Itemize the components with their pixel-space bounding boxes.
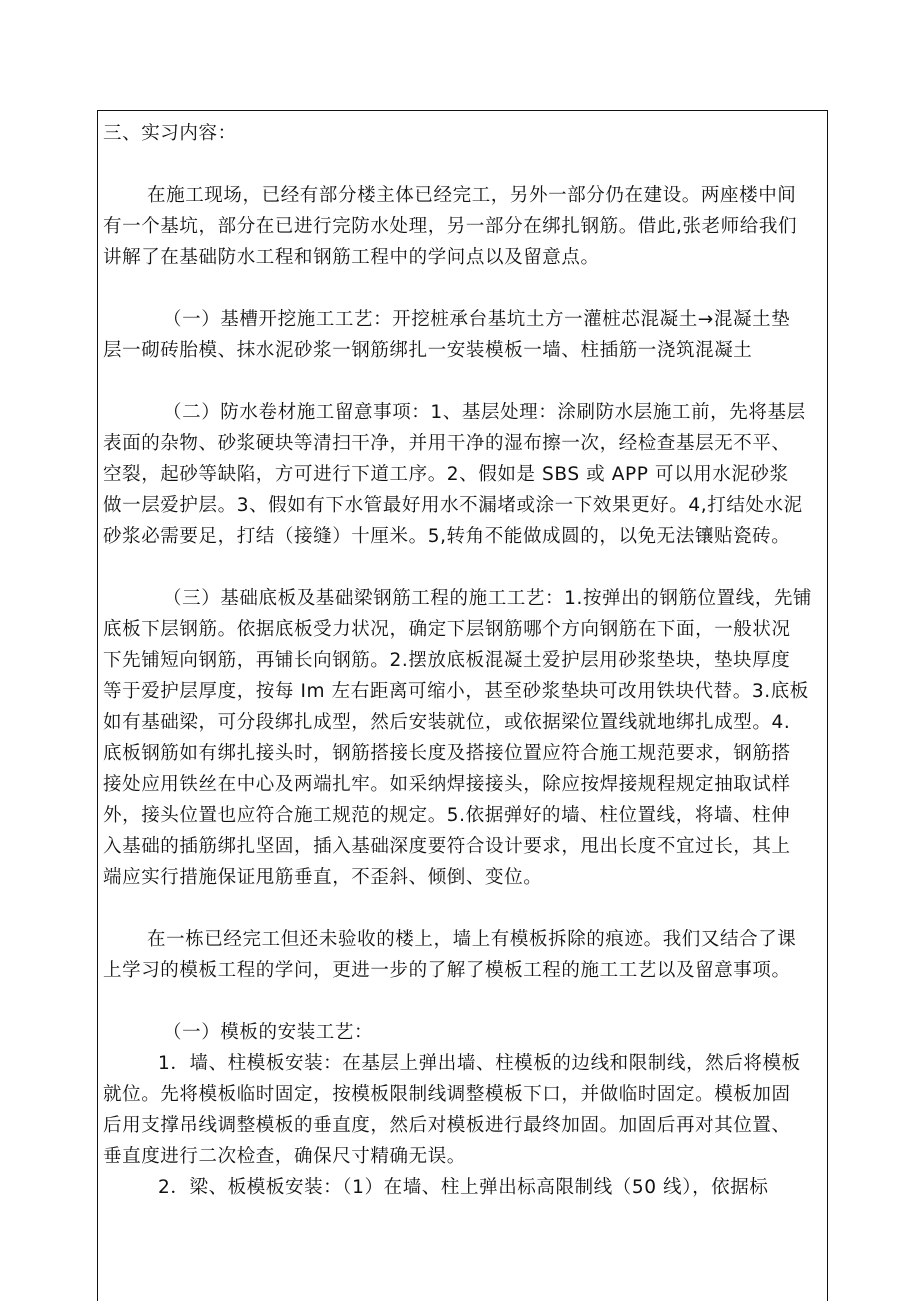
text-line: 1．墙、柱模板安装：在基层上弹出墙、柱模板的边线和限制线，然后将模板 bbox=[158, 1053, 801, 1074]
text-line: 砂浆必需要足，打结（接缝）十厘米。5,转角不能做成圆的，以免无法镶贴瓷砖。 bbox=[103, 526, 791, 547]
text-line: 外，接头位置也应符合施工规范的规定。5.依据弹好的墙、柱位置线，将墙、柱伸 bbox=[103, 805, 791, 826]
section-title: 三、实习内容： bbox=[103, 123, 237, 144]
text-line: 讲解了在基础防水工程和钢筋工程中的学问点以及留意点。 bbox=[103, 247, 600, 268]
text-line: 如有基础梁，可分段绑扎成型，然后安装就位，或依据梁位置线就地绑扎成型。4. bbox=[103, 712, 791, 733]
text-line: 层一砌砖胎模、抹水泥砂浆一钢筋绑扎一安装模板一墙、柱插筋一浇筑混凝土 bbox=[103, 340, 753, 361]
text-line: 上学习的模板工程的学问，更进一步的了解了模板工程的施工工艺以及留意事项。 bbox=[103, 960, 791, 981]
document-body bbox=[103, 118, 825, 1203]
text-line: 底板下层钢筋。依据底板受力状况，确定下层钢筋哪个方向钢筋在下面，一般状况 bbox=[103, 619, 791, 640]
paragraph-rebar bbox=[103, 583, 825, 893]
text-line: 底板钢筋如有绑扎接头时，钢筋搭接长度及搭接位置应符合施工规范要求，钢筋搭 bbox=[103, 743, 791, 764]
subheading: （一）模板的安装工艺： bbox=[163, 1022, 374, 1043]
text-line: 做一层爱护层。3、假如有下水管最好用水不漏堵或涂一下效果更好。4,打结处水泥 bbox=[103, 495, 803, 516]
text-line: 入基础的插筋绑扎坚固，插入基础深度要符合设计要求，甩出长度不宜过长，其上 bbox=[103, 836, 791, 857]
text-line: （二）防水卷材施工留意事项：1、基层处理：涂刷防水层施工前，先将基层 bbox=[163, 402, 806, 423]
text-line: 下先铺短向钢筋，再铺长向钢筋。2.摆放底板混凝土爱护层用砂浆垫块，垫块厚度 bbox=[103, 650, 791, 671]
text-line: 后用支撑吊线调整模板的垂直度，然后对模板进行最终加固。加固后再对其位置、 bbox=[103, 1115, 791, 1136]
text-line: 在一栋已经完工但还未验收的楼上，墙上有模板拆除的痕迹。我们又结合了课 bbox=[147, 929, 797, 950]
paragraph-waterproofing bbox=[103, 397, 825, 552]
text-line: 端应实行措施保证甩筋垂直，不歪斜、倾倒、变位。 bbox=[103, 867, 543, 888]
text-line: 等于爱护层厚度，按每 Im 左右距离可缩小，甚至砂浆垫块可改用铁块代替。3.底板 bbox=[103, 681, 809, 702]
text-line: （一）基槽开挖施工工艺：开挖桩承台基坑土方一灌桩芯混凝土→混凝土垫 bbox=[163, 309, 791, 330]
text-line: 表面的杂物、砂浆硬块等清扫干净，并用干净的湿布擦一次，经检查基层无不平、 bbox=[103, 433, 791, 454]
text-line: 2．梁、板模板安装：（1）在墙、柱上弹出标高限制线（50 线），依据标 bbox=[158, 1177, 769, 1198]
text-line: 在施工现场，已经有部分楼主体已经完工，另外一部分仍在建设。两座楼中间 bbox=[147, 185, 797, 206]
text-line: 有一个基坑，部分在已进行完防水处理，另一部分在绑扎钢筋。借此,张老师给我们 bbox=[103, 216, 798, 237]
paragraph-excavation bbox=[103, 304, 825, 366]
paragraph-site-overview bbox=[103, 180, 825, 273]
text-line: 就位。先将模板临时固定，按模板限制线调整模板下口，并做临时固定。模板加固 bbox=[103, 1084, 791, 1105]
text-line: 空裂，起砂等缺陷，方可进行下道工序。2、假如是 SBS 或 APP 可以用水泥砂浆 bbox=[103, 464, 789, 485]
paragraph-formwork-intro bbox=[103, 924, 825, 986]
text-line: （三）基础底板及基础梁钢筋工程的施工工艺：1.按弹出的钢筋位置线，先铺 bbox=[163, 588, 813, 609]
text-line: 垂直度进行二次检查，确保尺寸精确无误。 bbox=[103, 1146, 466, 1167]
paragraph-formwork-process bbox=[103, 1017, 825, 1203]
text-line: 接处应用铁丝在中心及两端扎牢。如采纳焊接接头，除应按焊接规程规定抽取试样 bbox=[103, 774, 791, 795]
